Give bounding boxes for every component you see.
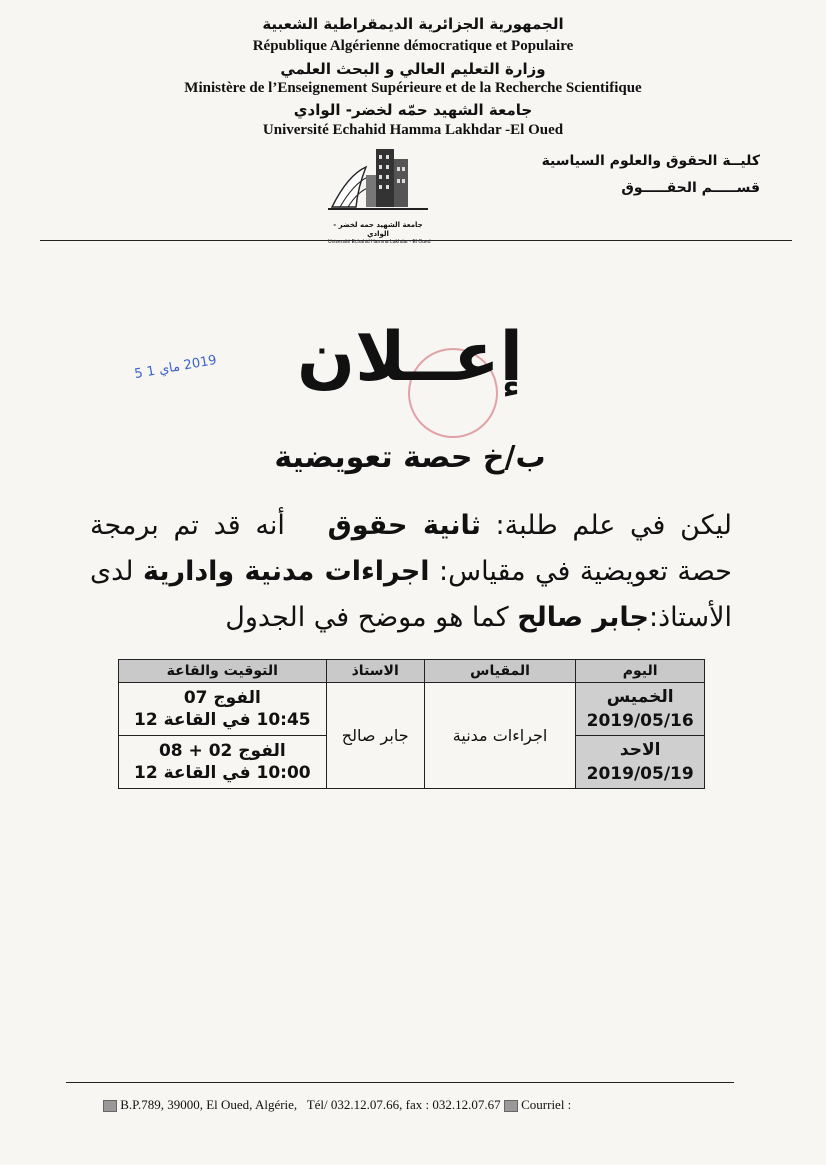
header-divider xyxy=(40,240,792,241)
department-name: قســـــم الحقـــــوق xyxy=(621,180,760,196)
header-day: اليوم xyxy=(576,660,705,683)
ministry-arabic: وزارة التعليم العالي و البحث العلمي xyxy=(280,60,546,78)
university-french: Université Echahid Hamma Lakhdar -El Oued xyxy=(262,122,564,138)
body-line-2 xyxy=(90,556,732,587)
footer-email-label: Courriel : xyxy=(521,1097,572,1112)
body-line-1 xyxy=(90,510,732,541)
envelope-icon xyxy=(103,1100,117,1112)
module-name: اجراءات مدنية وادارية xyxy=(143,556,430,587)
announcement-title: إعــلان xyxy=(297,318,523,397)
body-line-2-end: لدى xyxy=(90,556,134,587)
republic-french: République Algérienne démocratique et Populaire xyxy=(252,38,574,54)
faculty-name: كليــة الحقوق والعلوم السياسية xyxy=(541,153,760,169)
university-arabic: جامعة الشهيد حمّه لخضر- الوادي xyxy=(293,101,533,119)
time-room-cell xyxy=(119,683,327,736)
module-cell: اجراءات مدنية xyxy=(424,683,576,789)
schedule-table xyxy=(118,659,705,789)
body-line-1-end: أنه قد تم برمجة xyxy=(90,510,285,541)
email-icon xyxy=(504,1100,518,1112)
slot-label: 10:00 في القاعة 12 xyxy=(133,763,311,783)
logo-building-icon xyxy=(328,145,428,217)
republic-arabic: الجمهورية الجزائرية الديمقراطية الشعبية xyxy=(262,15,564,33)
header-professor: الاستاذ xyxy=(326,660,424,683)
professor-name: جابر صالح xyxy=(517,602,649,633)
body-line-2-start: حصة تعويضية في مقياس: xyxy=(439,556,732,587)
footer-divider xyxy=(66,1082,734,1083)
ministry-french: Ministère de l’Enseignement Supérieure et de la Recherche Scientifique xyxy=(184,80,642,96)
student-level: ثانية حقوق xyxy=(327,510,481,541)
slot-label: 10:45 في القاعة 12 xyxy=(133,710,311,730)
logo-caption-french: Université Echahid Hamma Lakhdar - El Oued xyxy=(328,239,431,245)
university-logo xyxy=(328,145,431,245)
body-line-3-end: كما هو موضح في الجدول xyxy=(225,602,509,633)
day-cell xyxy=(576,736,705,789)
footer-phone-fax: Tél/ 032.12.07.66, fax : 032.12.07.67 xyxy=(306,1097,501,1112)
day-name: الخميس xyxy=(606,687,674,707)
day-date: 2019/05/16 xyxy=(586,711,694,731)
footer-contact xyxy=(103,1097,571,1113)
table-header-row xyxy=(119,660,705,683)
body-line-3-start: الأستاذ: xyxy=(648,602,732,633)
logo-caption-arabic: جامعة الشهيد حمه لخضر - الوادي xyxy=(333,221,423,238)
announcement-subtitle: ب/خ حصة تعويضية xyxy=(274,440,546,475)
table-row xyxy=(119,683,705,736)
body-line-3 xyxy=(225,602,732,633)
day-name: الاحد xyxy=(619,740,661,760)
group-label: الفوج 02 + 08 xyxy=(158,741,286,761)
professor-cell: جابر صالح xyxy=(326,683,424,789)
received-date-stamp: 2019 ماي 1 5 xyxy=(133,352,218,383)
day-date: 2019/05/19 xyxy=(586,764,694,784)
header-time-room: التوقيت والقاعة xyxy=(119,660,327,683)
time-room-cell xyxy=(119,736,327,789)
group-label: الفوج 07 xyxy=(183,688,261,708)
header-module: المقياس xyxy=(424,660,576,683)
footer-address: B.P.789, 39000, El Oued, Algérie, xyxy=(120,1097,298,1112)
day-cell xyxy=(576,683,705,736)
body-line-1-start: ليكن في علم طلبة: xyxy=(495,510,732,541)
